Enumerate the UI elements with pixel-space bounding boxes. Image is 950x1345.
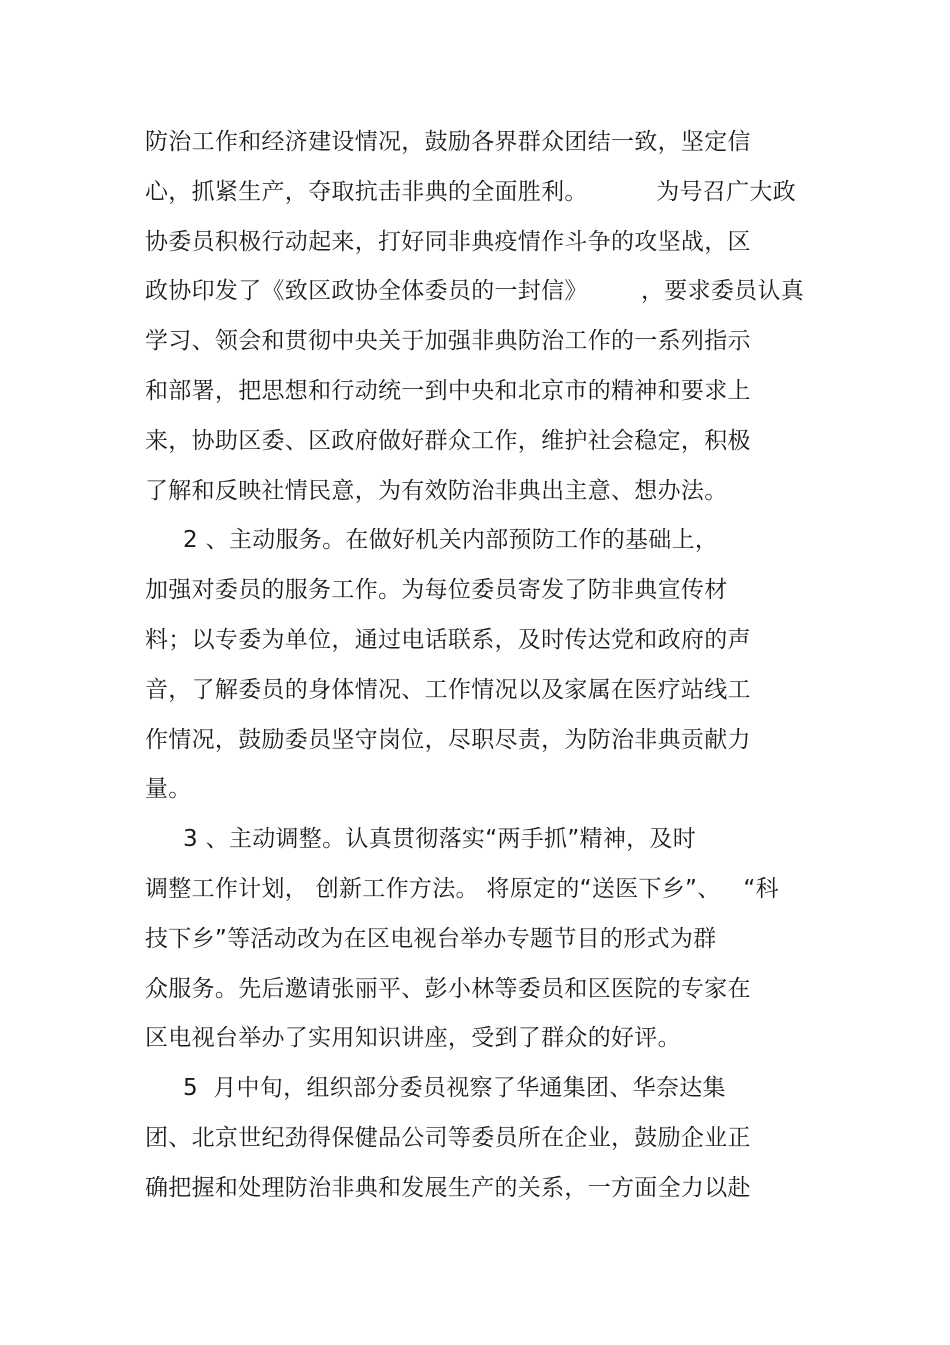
text-line: 了解和反映社情民意，为有效防治非典出主意、想办法。 — [145, 478, 728, 504]
text-line: 区电视台举办了实用知识讲座，受到了群众的好评。 — [145, 1025, 681, 1051]
text-line: 加强对委员的服务工作。为每位委员寄发了防非典宣传材 — [145, 577, 728, 603]
text-line: 5 月中旬，组织部分委员视察了华通集团、华奈达集 — [145, 1075, 726, 1101]
text-line: 心，抓紧生产，夺取抗击非典的全面胜利。 为号召广大政 — [145, 179, 796, 205]
text-line: 确把握和处理防治非典和发展生产的关系，一方面全力以赴 — [145, 1175, 751, 1201]
text-line: 政协印发了《致区政协全体委员的一封信》 ，要求委员认真 — [145, 278, 805, 304]
text-line: 料；以专委为单位，通过电话联系，及时传达党和政府的声 — [145, 627, 751, 653]
text-line: 众服务。先后邀请张丽平、彭小林等委员和区医院的专家在 — [145, 976, 751, 1002]
text-line: 协委员积极行动起来，打好同非典疫情作斗争的攻坚战，区 — [145, 229, 751, 255]
text-line: 防治工作和经济建设情况，鼓励各界群众团结一致，坚定信 — [145, 129, 751, 155]
text-line: 技下乡”等活动改为在区电视台举办专题节目的形式为群 — [145, 926, 717, 952]
text-line: 调整工作计划， 创新工作方法。 将原定的“送医下乡”、 “科 — [145, 876, 779, 902]
text-line: 来，协助区委、区政府做好群众工作，维护社会稳定，积极 — [145, 428, 751, 454]
text-line: 团、北京世纪劲得保健品公司等委员所在企业，鼓励企业正 — [145, 1125, 751, 1151]
text-line: 3 、主动调整。认真贯彻落实“两手抓”精神，及时 — [145, 826, 697, 852]
text-line: 作情况，鼓励委员坚守岗位，尽职尽责，为防治非典贡献力 — [145, 727, 751, 753]
text-line: 音，了解委员的身体情况、工作情况以及家属在医疗站线工 — [145, 677, 751, 703]
text-line: 学习、领会和贯彻中央关于加强非典防治工作的一系列指示 — [145, 328, 751, 354]
text-line: 2 、主动服务。在做好机关内部预防工作的基础上， — [145, 527, 719, 553]
text-line: 和部署，把思想和行动统一到中央和北京市的精神和要求上 — [145, 378, 751, 404]
text-line: 量。 — [145, 776, 192, 802]
